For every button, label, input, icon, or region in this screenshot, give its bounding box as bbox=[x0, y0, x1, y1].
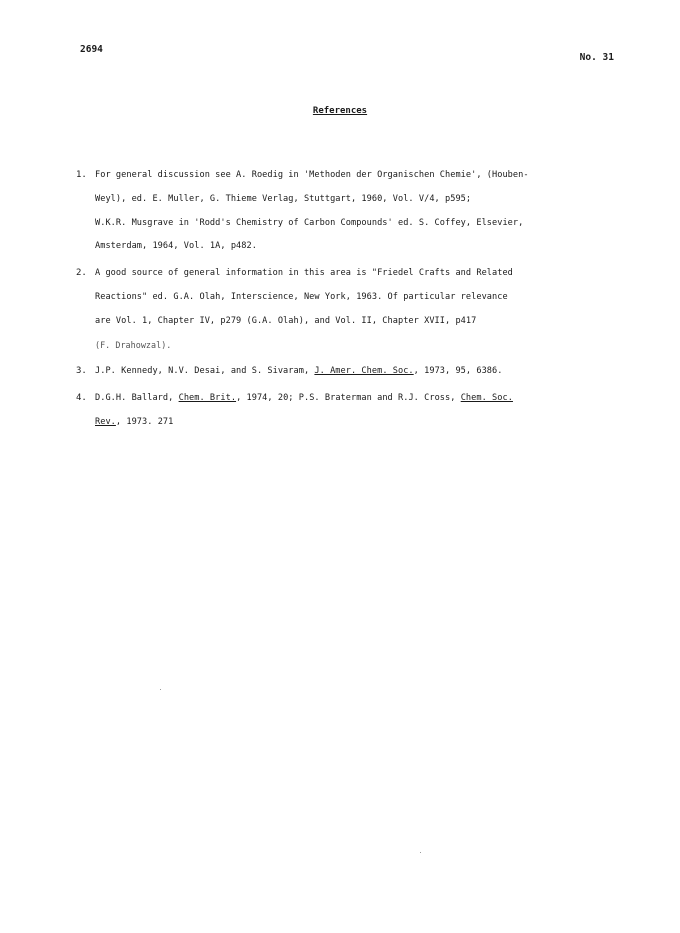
reference-line: (F. Drahowzal). bbox=[95, 339, 172, 350]
scan-speck bbox=[160, 689, 161, 690]
reference-item-1 bbox=[76, 164, 596, 259]
reference-line bbox=[95, 411, 596, 435]
reference-segment: , 1974, 20; P.S. Braterman and R.J. Cross, bbox=[236, 393, 461, 404]
reference-segment: , 1973. 271 bbox=[115, 416, 174, 427]
reference-line: Amsterdam, 1964, Vol. 1A, p482. bbox=[95, 241, 257, 252]
journal-title: J. Amer. Chem. Soc. bbox=[314, 366, 414, 377]
section-title bbox=[0, 106, 680, 116]
journal-title: Chem. Soc. bbox=[460, 393, 513, 404]
reference-list bbox=[76, 164, 596, 438]
reference-text bbox=[95, 164, 596, 259]
page-number: 2694 bbox=[80, 44, 103, 55]
reference-text bbox=[95, 360, 596, 384]
issue-number: No. 31 bbox=[579, 52, 614, 63]
reference-number: 3. bbox=[76, 366, 87, 377]
reference-item-2 bbox=[76, 262, 596, 357]
reference-line: Weyl), ed. E. Muller, G. Thieme Verlag, Stuttgart, 1960, Vol. V/4, p595; bbox=[95, 193, 472, 204]
reference-line bbox=[95, 360, 596, 384]
reference-item-4 bbox=[76, 387, 596, 435]
reference-item-3 bbox=[76, 360, 596, 384]
journal-title: Chem. Brit. bbox=[178, 393, 237, 404]
reference-line bbox=[95, 387, 596, 411]
reference-line: are Vol. 1, Chapter IV, p279 (G.A. Olah), and Vol. II, Chapter XVII, p417 bbox=[95, 315, 477, 326]
reference-line: Reactions" ed. G.A. Olah, Interscience, New York, 1963. Of particular relevance bbox=[95, 291, 508, 302]
section-title-text: References bbox=[312, 106, 368, 116]
reference-text bbox=[95, 387, 596, 435]
reference-number: 1. bbox=[76, 170, 87, 180]
journal-title: Rev. bbox=[95, 416, 116, 427]
reference-segment: , 1973, 95, 6386. bbox=[413, 366, 503, 377]
reference-number: 4. bbox=[76, 393, 87, 404]
reference-number: 2. bbox=[76, 268, 87, 279]
scan-speck bbox=[420, 852, 421, 853]
reference-line: A good source of general information in this area is "Friedel Crafts and Related bbox=[95, 268, 513, 279]
reference-line: For general discussion see A. Roedig in 'Methoden der Organischen Chemie', (Houben- bbox=[95, 170, 529, 180]
reference-segment: J.P. Kennedy, N.V. Desai, and S. Sivaram, bbox=[95, 366, 315, 377]
reference-segment: D.G.H. Ballard, bbox=[95, 393, 179, 404]
reference-line: W.K.R. Musgrave in 'Rodd's Chemistry of Carbon Compounds' ed. S. Coffey, Elsevier, bbox=[95, 217, 524, 228]
reference-text bbox=[95, 262, 596, 357]
